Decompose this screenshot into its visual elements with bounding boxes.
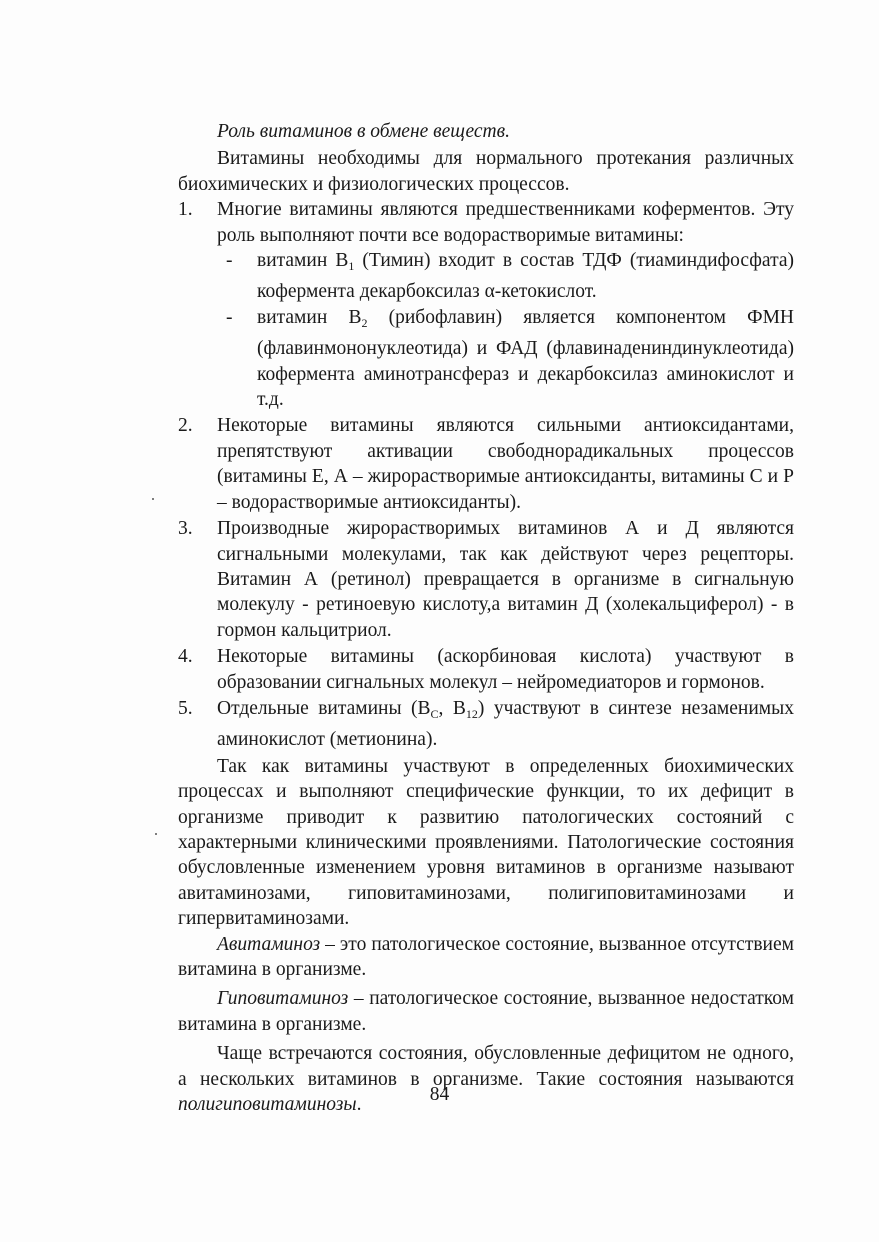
list-item-4 xyxy=(178,644,794,695)
sub-item-text: витамин В xyxy=(257,250,349,272)
sub-item-1 xyxy=(178,248,794,305)
list-item-text: Отдельные витамины (В xyxy=(217,697,431,719)
list-item-text: Некоторые витамины являются сильными антиоксидантами, препятствуют активации свободнорадикальных процессов (витамины Е, А – жирорастворимые антиоксиданты, витамины С и Р – водорастворимые антиоксиданты). xyxy=(217,415,794,513)
scan-speck xyxy=(155,833,157,835)
list-number: 2. xyxy=(178,415,193,437)
list-item-1 xyxy=(178,197,794,412)
deficit-paragraph: Так как витамины участвуют в определенных биохимических процессах и выполняют специфические функции, то их дефицит в организме приводит к развитию патологических состояний с характерными клиническими проявлениями. Патологические состояния обусловленные изменением уровня витаминов в организме называют авитаминозами, гиповитаминозами, полигиповитаминозами и гипервитаминозами. xyxy=(178,755,794,930)
list-item-text: ) участвуют в синтезе незаменимых аминокислот (метионина). xyxy=(217,697,794,751)
list-item-text: Некоторые витамины (аскорбиновая кислота) участвуют в образовании сигнальных молекул – нейромедиаторов и гормонов. xyxy=(217,646,794,693)
page-number: 84 xyxy=(429,1084,450,1105)
list-number: 3. xyxy=(178,518,193,540)
subscript: 2 xyxy=(361,315,368,330)
list-item-2 xyxy=(178,413,794,515)
dash-marker: - xyxy=(226,250,233,272)
sub-item-text: витамин В xyxy=(257,306,362,328)
hypovitaminosis-paragraph xyxy=(178,986,794,1037)
list-item-3 xyxy=(178,516,794,643)
sub-item-text: (рибофлавин) является компонентом ФМН (флавинмононуклеотида) и ФАД (флавинадениндинуклеотида) кофермента аминотрансфераз и декарбоксилаз аминокислот и т.д. xyxy=(257,306,794,411)
avitaminosis-paragraph xyxy=(178,932,794,983)
definition-text: – это патологическое состояние, вызванное отсутствием витамина в организме. xyxy=(178,933,794,980)
numbered-list xyxy=(178,197,794,753)
page-content xyxy=(178,119,794,1117)
list-number: 5. xyxy=(178,697,193,719)
intro-paragraph: Витамины необходимы для нормального протекания различных биохимических и физиологических процессов. xyxy=(178,148,794,195)
list-item-text: , В xyxy=(438,697,466,719)
dash-marker: - xyxy=(226,306,233,328)
list-item-text: Многие витамины являются предшественниками коферментов. Эту роль выполняют почти все водорастворимые витамины: xyxy=(217,199,794,246)
term-hypovitaminosis: Гиповитаминоз xyxy=(217,988,349,1010)
term-polyhypovitaminosis: полигиповитаминозы xyxy=(178,1094,357,1116)
subscript: 1 xyxy=(348,259,355,274)
subscript: 12 xyxy=(465,706,478,721)
definition-text: – патологическое состояние, вызванное недостатком витамина в организме. xyxy=(178,988,794,1035)
scan-speck xyxy=(152,498,154,500)
period: . xyxy=(356,1094,362,1116)
list-number: 1. xyxy=(178,199,193,221)
term-avitaminosis: Авитаминоз xyxy=(217,933,321,955)
definition-text: Чаще встречаются состояния, обусловленные дефицитом не одного, а нескольких витаминов в организме. Такие состояния называются xyxy=(178,1043,794,1090)
sub-item-text: (Тимин) входит в состав ТДФ (тиаминдифосфата) кофермента декарбоксилаз α-кетокислот. xyxy=(257,250,794,303)
section-heading: Роль витаминов в обмене веществ. xyxy=(217,121,510,142)
sub-item-2 xyxy=(178,305,794,413)
list-item-text: Производные жирорастворимых витаминов А и Д являются сигнальными молекулами, так как действуют через рецепторы. Витамин А (ретинол) превращается в организме в сигнальную молекулу - ретиноевую кислоту,а витамин Д (холекальциферол) - в гормон кальцитриол. xyxy=(217,518,794,641)
subscript: С xyxy=(430,706,439,721)
list-number: 4. xyxy=(178,646,193,668)
list-item-5 xyxy=(178,696,794,753)
